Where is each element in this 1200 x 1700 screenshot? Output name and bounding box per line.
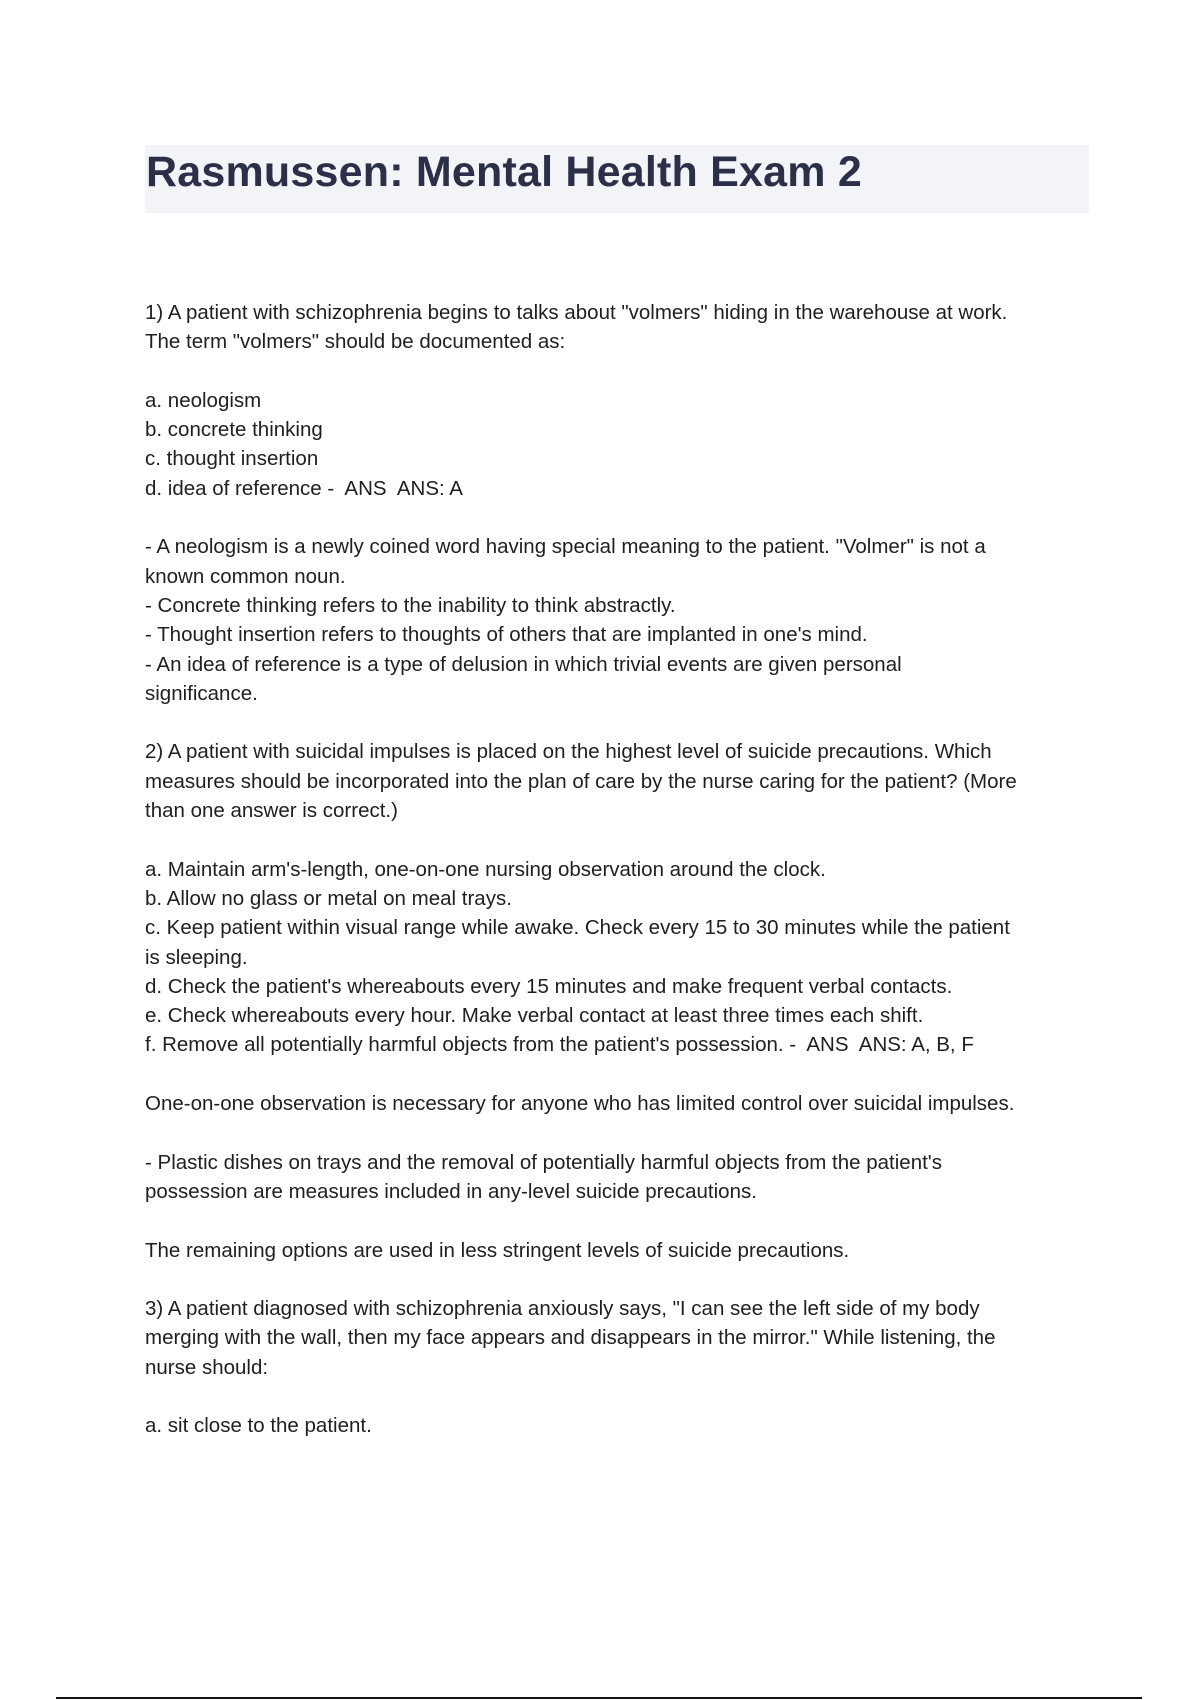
question-3	[145, 1294, 1095, 1440]
option-line: c. thought insertion	[145, 447, 319, 471]
stem-line: nurse should:	[145, 1355, 269, 1379]
stem-line: merging with the wall, then my face appears and disappears in the mirror." While listening, the	[145, 1326, 996, 1350]
question-1-rationale	[145, 532, 1095, 708]
option-line: a. sit close to the patient.	[145, 1414, 372, 1438]
stem-line: 3) A patient diagnosed with schizophrenia anxiously says, "I can see the left side of my body	[145, 1297, 980, 1321]
question-1-options	[145, 386, 1095, 503]
question-2-stem	[145, 737, 1095, 825]
question-2	[145, 737, 1095, 1264]
rationale-line: significance.	[145, 681, 258, 705]
rationale-line: - An idea of reference is a type of delusion in which trivial events are given personal	[145, 652, 902, 676]
option-line: a. Maintain arm's-length, one-on-one nursing observation around the clock.	[145, 857, 826, 881]
question-3-stem	[145, 1294, 1095, 1382]
option-line: d. idea of reference - ANS ANS: A	[145, 476, 463, 500]
stem-line: The term "volmers" should be documented as:	[145, 330, 566, 354]
stem-line: 2) A patient with suicidal impulses is placed on the highest level of suicide precautions. Which	[145, 740, 992, 764]
option-line: c. Keep patient within visual range while awake. Check every 15 to 30 minutes while the patient	[145, 916, 1010, 940]
question-2-options	[145, 855, 1095, 1060]
document-body	[145, 298, 1095, 1441]
stem-line: measures should be incorporated into the plan of care by the nurse caring for the patient? (More	[145, 769, 1017, 793]
stem-line: than one answer is correct.)	[145, 799, 398, 823]
question-2-rationale-observation: One-on-one observation is necessary for anyone who has limited control over suicidal impulses.	[145, 1092, 1015, 1116]
stem-line: 1) A patient with schizophrenia begins to talks about "volmers" hiding in the warehouse at work.	[145, 301, 1008, 324]
rationale-line: - A neologism is a newly coined word having special meaning to the patient. "Volmer" is not a	[145, 535, 986, 559]
option-line: is sleeping.	[145, 945, 248, 969]
rationale-line: possession are measures included in any-level suicide precautions.	[145, 1179, 757, 1203]
rationale-line: - Concrete thinking refers to the inability to think abstractly.	[145, 593, 676, 617]
question-2-rationale-remaining: The remaining options are used in less stringent levels of suicide precautions.	[145, 1238, 850, 1262]
rationale-line: - Thought insertion refers to thoughts of others that are implanted in one's mind.	[145, 623, 868, 647]
option-line: b. concrete thinking	[145, 418, 323, 442]
question-1	[145, 298, 1095, 708]
footer-divider	[56, 1697, 1142, 1699]
option-line: b. Allow no glass or metal on meal trays.	[145, 886, 512, 910]
question-3-options	[145, 1411, 1095, 1440]
question-1-stem	[145, 298, 1095, 357]
option-line: d. Check the patient's whereabouts every 15 minutes and make frequent verbal contacts.	[145, 974, 953, 998]
question-2-rationale-precautions	[145, 1148, 1095, 1207]
option-line: a. neologism	[145, 388, 262, 412]
option-line: f. Remove all potentially harmful objects from the patient's possession. - ANS ANS: A, B, F	[145, 1033, 974, 1057]
rationale-line: - Plastic dishes on trays and the removal of potentially harmful objects from the patient's	[145, 1150, 942, 1174]
option-line: e. Check whereabouts every hour. Make verbal contact at least three times each shift.	[145, 1004, 924, 1028]
rationale-line: known common noun.	[145, 564, 346, 588]
document-title: Rasmussen: Mental Health Exam 2	[146, 148, 862, 196]
